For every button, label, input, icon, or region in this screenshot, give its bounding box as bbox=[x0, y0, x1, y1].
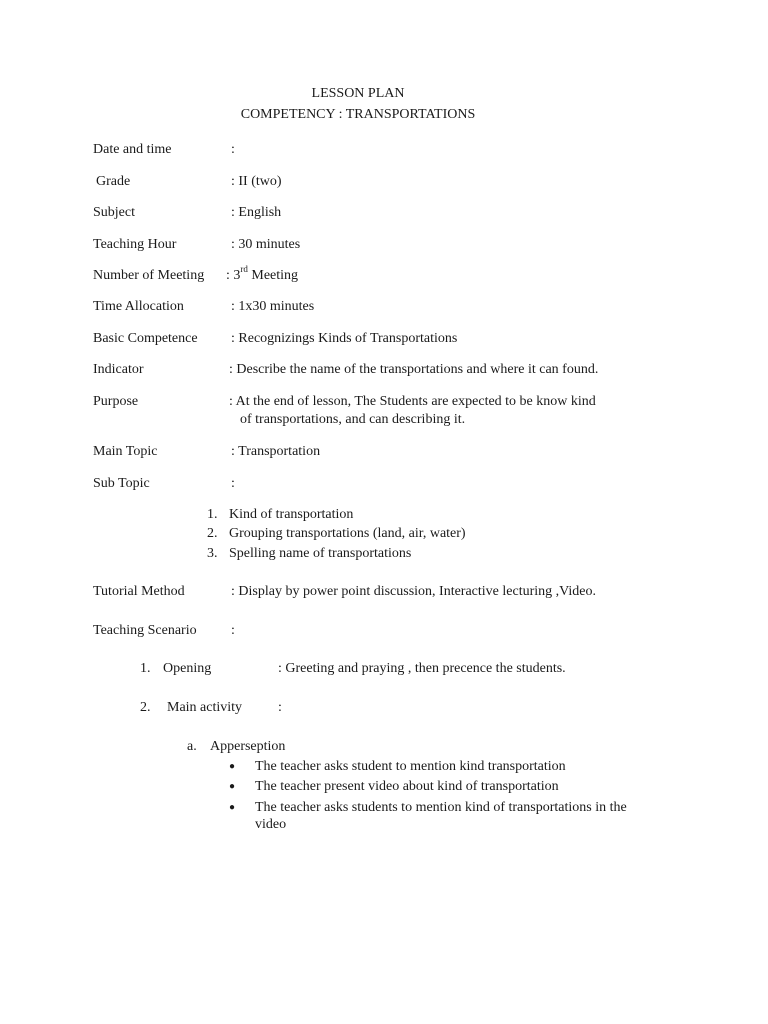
opening-value: : Greeting and praying , then precence the students. bbox=[278, 661, 566, 676]
meeting-label: Number of Meeting bbox=[93, 268, 205, 283]
sub-topic-label: Sub Topic bbox=[93, 476, 150, 491]
indicator-value: : Describe the name of the transportations and where it can found. bbox=[229, 362, 599, 377]
subject-label: Subject bbox=[93, 205, 135, 220]
meeting-value-sup: rd bbox=[240, 264, 248, 275]
main-topic-label: Main Topic bbox=[93, 444, 158, 459]
subject-value: : English bbox=[231, 205, 282, 220]
main-activity-label: Main activity bbox=[167, 700, 243, 715]
bullet-icon: ● bbox=[229, 761, 236, 772]
main-activity-number: 2. bbox=[140, 700, 151, 715]
main-activity-colon: : bbox=[278, 700, 282, 715]
meeting-value-suffix: Meeting bbox=[247, 268, 299, 283]
meeting-value bbox=[226, 264, 299, 285]
competency-heading: COMPETENCY : TRANSPORTATIONS bbox=[240, 107, 476, 122]
date-time-value: : bbox=[231, 142, 235, 157]
opening-number: 1. bbox=[140, 661, 151, 676]
apperseption-letter: a. bbox=[187, 739, 197, 754]
list-item-number: 1. bbox=[207, 507, 218, 522]
bullet-item: The teacher asks students to mention kind of transportations in the bbox=[255, 800, 627, 815]
bullet-item-continuation: video bbox=[255, 817, 287, 832]
teaching-scenario-colon: : bbox=[231, 623, 235, 638]
tutorial-method-label: Tutorial Method bbox=[93, 584, 185, 599]
list-item bbox=[207, 506, 353, 524]
bullet-icon: ● bbox=[229, 802, 236, 813]
document-title: LESSON PLAN bbox=[311, 86, 405, 101]
meeting-value-prefix: : 3 bbox=[226, 268, 241, 283]
basic-competence-label: Basic Competence bbox=[93, 331, 198, 346]
time-allocation-label: Time Allocation bbox=[93, 299, 184, 314]
grade-label: Grade bbox=[96, 174, 131, 189]
list-item bbox=[207, 545, 411, 563]
main-topic-value: : Transportation bbox=[231, 444, 321, 459]
apperseption-label: Apperseption bbox=[210, 739, 286, 754]
bullet-item: The teacher asks student to mention kind transportation bbox=[255, 759, 566, 774]
teaching-scenario-label: Teaching Scenario bbox=[93, 623, 197, 638]
list-item-text: Kind of transportation bbox=[229, 507, 354, 522]
opening-label: Opening bbox=[163, 661, 212, 676]
bullet-item: The teacher present video about kind of transportation bbox=[255, 779, 559, 794]
list-item-number: 2. bbox=[207, 526, 218, 541]
list-item-text: Spelling name of transportations bbox=[229, 546, 412, 561]
list-item-number: 3. bbox=[207, 546, 218, 561]
indicator-label: Indicator bbox=[93, 362, 144, 377]
purpose-value-line2: of transportations, and can describing it. bbox=[240, 412, 466, 427]
list-item bbox=[207, 525, 466, 543]
time-allocation-value: : 1x30 minutes bbox=[231, 299, 315, 314]
teaching-hour-label: Teaching Hour bbox=[93, 237, 177, 252]
tutorial-method-value: : Display by power point discussion, Interactive lecturing ,Video. bbox=[231, 584, 597, 599]
list-item-text: Grouping transportations (land, air, water) bbox=[229, 526, 466, 541]
date-time-label: Date and time bbox=[93, 142, 172, 157]
purpose-value-line1: : At the end of lesson, The Students are expected to be know kind bbox=[229, 394, 596, 409]
teaching-hour-value: : 30 minutes bbox=[231, 237, 301, 252]
purpose-label: Purpose bbox=[93, 394, 139, 409]
bullet-icon: ● bbox=[229, 781, 236, 792]
grade-value: : II (two) bbox=[231, 174, 282, 189]
sub-topic-value: : bbox=[231, 476, 235, 491]
basic-competence-value: : Recognizings Kinds of Transportations bbox=[231, 331, 458, 346]
